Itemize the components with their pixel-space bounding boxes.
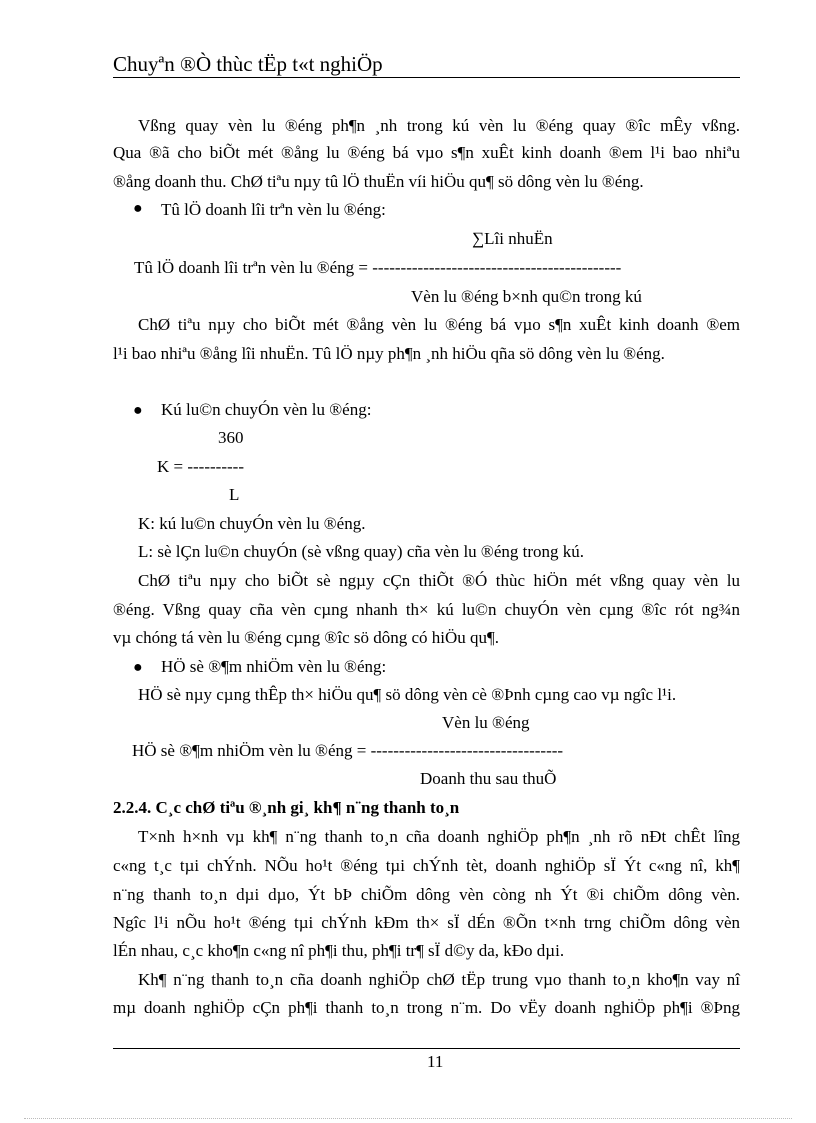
formula-2-numerator: 360: [218, 428, 244, 447]
bullet-2-label: Kú lu©n chuyÓn vèn lu ®éng:: [161, 400, 372, 419]
section-heading: 2.2.4. C¸c chØ tiªu ®¸nh gi¸ kh¶ n¨ng thanh to¸n: [113, 798, 460, 817]
paragraph-5-line-1: T×nh h×nh vµ kh¶ n¨ng thanh to¸n cña doanh nghiÖp ph¶n ¸nh rõ nÐt chÊt lîng: [138, 827, 740, 846]
paragraph-5-line-2: c«ng t¸c tµi chÝnh. NÕu ho¹t ®éng tµi chÝnh tèt, doanh nghiÖp sÏ Ýt c«ng nî, kh¶: [113, 856, 740, 875]
formula-2-lhs: K = ----------: [157, 457, 244, 476]
paragraph-3-line-2: ®éng. Vßng quay cña vèn cµng nhanh th× kú lu©n chuyÓn vèn cµng ®îc rót ng¾n: [113, 600, 740, 619]
running-header: Chuyªn ®Ò thùc tËp t«t nghiÖp: [113, 52, 383, 76]
formula-3-numerator: Vèn lu ®éng: [442, 713, 530, 732]
formula-1-numerator: ∑Lîi nhuËn: [472, 229, 553, 248]
formula-1-denominator: Vèn lu ®éng b×nh qu©n trong kú: [411, 287, 642, 306]
paragraph-5-line-5: lÉn nhau, c¸c kho¶n c«ng nî ph¶i thu, ph¶i tr¶ sÏ d©y da, kÐo dµi.: [113, 941, 565, 960]
header-rule: [113, 77, 740, 78]
formula-2-denominator: L: [229, 485, 240, 504]
definition-k: K: kú lu©n chuyÓn vèn lu ®éng.: [138, 514, 366, 533]
bullet-dot-icon: ●: [133, 200, 143, 217]
paragraph-5-line-4: Ngîc l¹i nÕu ho¹t ®éng tµi chÝnh kÐm th× sÏ dÉn ®Õn t×nh trng chiÕm dông vèn: [113, 913, 740, 932]
page-edge-divider: [24, 1118, 792, 1119]
paragraph-6-line-2: mµ doanh nghiÖp cÇn ph¶i thanh to¸n trong n¨m. Do vËy doanh nghiÖp ph¶i ®Þng: [113, 998, 740, 1017]
bullet-3-label: HÖ sè ®¶m nhiÖm vèn lu ®éng:: [161, 657, 387, 676]
formula-1-lhs: Tû lÖ doanh lîi trªn vèn lu ®éng = --------------------------------------------: [134, 258, 622, 277]
definition-l: L: sè lÇn lu©n chuyÓn (sè vßng quay) cña vèn lu ®éng trong kú.: [138, 542, 585, 561]
formula-3-denominator: Doanh thu sau thuÕ: [420, 769, 557, 788]
formula-3-lhs: HÖ sè ®¶m nhiÖm vèn lu ®éng = ----------------------------------: [132, 741, 564, 760]
bullet-dot-icon: ●: [133, 659, 143, 676]
paragraph-1-line-1: Vßng quay vèn lu ®éng ph¶n ¸nh trong kú vèn lu ®éng quay ®îc mÊy vßng.: [138, 116, 740, 135]
paragraph-3-line-3: vµ chóng tá vèn lu ®éng cµng ®îc sö dông có hiÖu qu¶.: [113, 628, 499, 647]
footer-rule: [113, 1048, 740, 1049]
paragraph-2-line-1: ChØ tiªu nµy cho biÕt mét ®ång vèn lu ®éng bá vµo s¶n xuÊt kinh doanh ®em: [138, 315, 740, 334]
paragraph-4-line-1: HÖ sè nµy cµng thÊp th× hiÖu qu¶ sö dông vèn cè ®Þnh cµng cao vµ ngîc l¹i.: [138, 685, 677, 704]
bullet-dot-icon: ●: [133, 402, 143, 419]
paragraph-6-line-1: Kh¶ n¨ng thanh to¸n cña doanh nghiÖp chØ tËp trung vµo thanh to¸n kho¶n vay nî: [138, 970, 740, 989]
page-number: 11: [427, 1052, 444, 1071]
paragraph-2-line-2: l¹i bao nhiªu ®ång lîi nhuËn. Tû lÖ nµy ph¶n ¸nh hiÖu qña sö dông vèn lu ®éng.: [113, 344, 665, 363]
paragraph-1-line-3: ®ång doanh thu. ChØ tiªu nµy tû lÖ thuËn víi hiÖu qu¶ sö dông vèn lu ®éng.: [113, 172, 644, 191]
paragraph-3-line-1: ChØ tiªu nµy cho biÕt sè ngµy cÇn thiÕt ®Ó thùc hiÖn mét vßng quay vèn lu: [138, 571, 740, 590]
paragraph-1-line-2: Qua ®ã cho biÕt mét ®ång lu ®éng bá vµo s¶n xuÊt kinh doanh ®em l¹i bao nhiªu: [113, 143, 740, 162]
paragraph-5-line-3: n¨ng thanh to¸n dµi dµo, Ýt bÞ chiÕm dông vèn còng nh Ýt ®i chiÕm dông vèn.: [113, 885, 740, 904]
bullet-1-label: Tû lÖ doanh lîi trªn vèn lu ®éng:: [161, 200, 386, 219]
